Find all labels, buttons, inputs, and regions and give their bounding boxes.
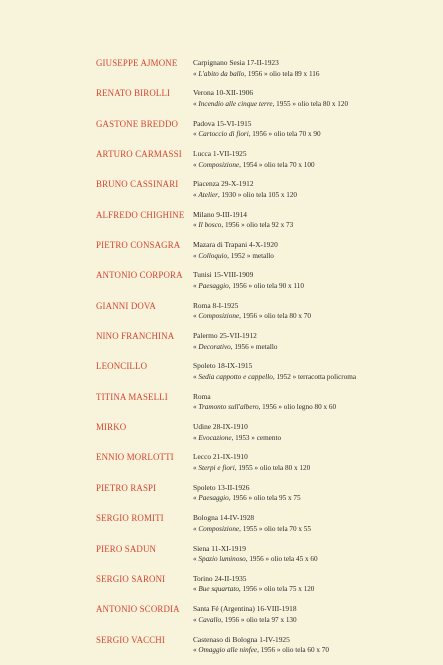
artwork-medium: terracotta policroma	[298, 373, 357, 382]
artwork-title: Sterpi e fiori	[198, 464, 235, 473]
artwork-title: L'abito da ballo	[198, 69, 245, 78]
artist-name: TITINA MASELLI	[96, 391, 168, 402]
artwork-title: Bue squartato	[198, 585, 239, 594]
artist-entry	[96, 361, 436, 391]
artwork-title: Composizione	[198, 524, 240, 533]
artwork-medium: olio tela 89 x 116	[269, 69, 320, 78]
artwork-year: 1955	[238, 464, 253, 473]
birth-place-date: Palermo 25-VII-1912	[193, 331, 257, 341]
artist-entry	[96, 240, 436, 270]
artwork-medium: olio tela 80 x 120	[259, 464, 311, 473]
artist-info	[193, 513, 433, 534]
artist-name: SERGIO SARONI	[96, 573, 166, 584]
artist-name: PIETRO RASPI	[96, 482, 157, 493]
artist-name: PIETRO CONSAGRA	[96, 240, 181, 251]
artwork-year: 1930	[221, 190, 236, 199]
artist-entry	[96, 301, 436, 331]
artist-info	[193, 179, 433, 200]
artist-info	[193, 331, 433, 352]
artwork-medium: cemento	[256, 433, 282, 442]
artwork-year: 1953	[235, 433, 250, 442]
artist-entry	[96, 270, 436, 300]
birth-place-date: Siena 11-XI-1919	[193, 543, 246, 553]
artwork-line: « Colloquio, 1952 » metallo	[193, 251, 274, 260]
birth-place-date: Santa Fé (Argentina) 16-VIII-1918	[193, 604, 297, 614]
artist-name: PIERO SADUN	[96, 543, 157, 554]
artwork-line: « Sedia cappotto e cappello, 1952 » terracotta policroma	[193, 373, 357, 382]
artwork-title: Incendio alle cinque terre	[198, 99, 273, 108]
artwork-line: « Bue squartato, 1956 » olio tela 75 x 120	[193, 585, 315, 594]
artist-entry	[96, 422, 436, 452]
artist-entry	[96, 331, 436, 361]
artwork-year: 1956	[260, 646, 276, 655]
artist-info	[193, 361, 433, 382]
artwork-medium: metallo	[255, 342, 278, 351]
artwork-title: Paesaggio	[198, 282, 229, 290]
birth-place-date: Lucca 1-VII-1925	[193, 149, 247, 159]
birth-place-date: Udine 28-IX-1910	[193, 422, 248, 432]
artist-entry	[96, 392, 436, 422]
artist-entry	[96, 88, 436, 118]
artwork-line: « Il bosco, 1956 » olio tela 92 x 73	[193, 221, 294, 230]
birth-place-date: Roma	[193, 391, 211, 401]
artwork-year: 1956	[247, 69, 263, 78]
artwork-year: 1956	[242, 312, 258, 321]
artwork-medium: olio tela 80 x 120	[297, 99, 349, 108]
birth-place-date: Bologna 14-IV-1928	[193, 513, 255, 523]
artist-info	[193, 88, 433, 109]
artwork-year: 1956	[242, 585, 257, 594]
artist-info	[193, 635, 433, 656]
artist-name: SERGIO VACCHI	[96, 634, 165, 645]
artist-info	[193, 392, 433, 413]
artist-name: MIRKO	[96, 422, 127, 433]
artwork-line: « Tramonto sull'albero, 1956 » olio legno 80 x 60	[193, 403, 337, 412]
artwork-line: « Atelier, 1930 » olio tela 105 x 120	[193, 190, 298, 199]
birth-place-date: Mazara di Trapani 4-X-1920	[193, 240, 278, 250]
artwork-medium: olio tela 70 x 100	[264, 160, 315, 169]
artist-info	[193, 240, 433, 261]
birth-place-date: Spoleto 18-IX-1915	[193, 361, 253, 371]
artist-name: GIANNI DOVA	[96, 300, 156, 311]
artwork-line: « Spazio luminoso, 1956 » olio tela 45 x 60	[193, 555, 318, 564]
artist-name: ENNIO MORLOTTI	[96, 452, 174, 463]
artwork-medium: olio tela 92 x 73	[246, 221, 294, 230]
artwork-title: Cartoccio di fiori	[198, 130, 249, 139]
birth-place-date: Milano 9-III-1914	[193, 209, 247, 219]
artwork-title: Tramonto sull'albero	[198, 403, 259, 412]
artwork-medium: olio tela 80 x 70	[264, 312, 311, 321]
artist-name: NINO FRANCHINA	[96, 331, 175, 342]
artist-name: ALFREDO CHIGHINE	[96, 209, 185, 220]
artwork-title: Decorativo	[198, 342, 231, 351]
birth-place-date: Torino 24-II-1935	[193, 573, 247, 583]
artist-info	[193, 574, 433, 595]
artist-entry	[96, 635, 436, 665]
artwork-title: Colloquio	[198, 251, 228, 260]
artist-info	[193, 270, 433, 291]
artwork-medium: olio tela 70 x 90	[273, 130, 321, 139]
artist-info	[193, 604, 433, 625]
birth-place-date: Piacenza 29-X-1912	[193, 179, 254, 189]
artist-name: ARTURO CARMASSI	[96, 149, 182, 160]
artwork-year: 1956	[232, 494, 247, 503]
artwork-line: « L'abito da ballo, 1956 » olio tela 89 x 116	[193, 69, 320, 78]
artist-entry	[96, 483, 436, 513]
artist-entry	[96, 513, 436, 543]
artist-name: GIUSEPPE AJMONE	[96, 58, 178, 68]
artwork-line: « Cavallo, 1956 » olio tela 97 x 130	[193, 615, 297, 624]
artwork-medium: olio tela 60 x 70	[282, 646, 329, 655]
artwork-title: Omaggio alle ninfee	[198, 646, 258, 655]
artist-info	[193, 422, 433, 443]
artwork-year: 1955	[276, 99, 291, 108]
artist-info	[193, 544, 433, 565]
artwork-medium: olio tela 45 x 60	[270, 555, 318, 564]
artist-name: BRUNO CASSINARI	[96, 179, 179, 190]
artist-name: ANTONIO SCORDIA	[96, 604, 180, 615]
artwork-title: Evocazione	[198, 433, 232, 442]
artwork-title: Il bosco	[198, 221, 222, 230]
artwork-line: « Paesaggio, 1956 » olio tela 90 x 110	[193, 282, 304, 290]
artwork-title: Composizione	[198, 160, 240, 169]
birth-place-date: Carpignano Sesia 17-II-1923	[193, 58, 279, 67]
artwork-medium: olio legno 80 x 60	[283, 403, 337, 412]
artist-info	[193, 483, 433, 504]
artwork-line: « Evocazione, 1953 » cemento	[193, 433, 282, 442]
artwork-medium: olio tela 90 x 110	[253, 282, 304, 290]
artist-info	[193, 452, 433, 473]
artwork-title: Composizione	[198, 312, 240, 321]
artwork-line: « Composizione, 1955 » olio tela 70 x 55	[193, 524, 311, 533]
birth-place-date: Padova 15-VI-1915	[193, 118, 252, 128]
artwork-line: « Omaggio alle ninfee, 1956 » olio tela 60 x 70	[193, 646, 329, 655]
artist-entry	[96, 452, 436, 482]
artwork-year: 1956	[249, 555, 264, 564]
artwork-year: 1956	[232, 282, 247, 290]
artwork-title: Cavallo	[198, 615, 222, 624]
artwork-year: 1956	[224, 615, 240, 624]
artist-name: GASTONE BREDDO	[96, 118, 179, 129]
artwork-title: Atelier	[198, 190, 218, 199]
artist-info	[193, 58, 433, 79]
artist-info	[193, 149, 433, 170]
birth-place-date: Lecco 21-IX-1910	[193, 452, 248, 462]
artist-info	[193, 210, 433, 231]
artwork-line: « Sterpi e fiori, 1955 » olio tela 80 x 120	[193, 464, 311, 473]
artwork-title: Sedia cappotto e cappello	[198, 373, 273, 382]
artwork-title: Paesaggio	[198, 494, 229, 503]
artist-info	[193, 301, 433, 322]
artwork-year: 1954	[242, 160, 258, 169]
artist-entry	[96, 179, 436, 209]
artist-info	[193, 119, 433, 140]
artist-list	[96, 58, 436, 665]
artwork-year: 1956	[224, 221, 240, 230]
artwork-line: « Composizione, 1954 » olio tela 70 x 100	[193, 160, 315, 169]
artwork-year: 1952	[276, 373, 291, 382]
artwork-year: 1955	[242, 524, 258, 533]
artwork-line: « Paesaggio, 1956 » olio tela 95 x 75	[193, 494, 301, 503]
artist-name: RENATO BIROLLI	[96, 88, 171, 99]
artwork-medium: olio tela 105 x 120	[243, 190, 298, 199]
artwork-medium: olio tela 97 x 130	[246, 615, 297, 624]
artwork-title: Spazio luminoso	[198, 555, 246, 564]
birth-place-date: Verona 10-XII-1906	[193, 88, 254, 98]
artist-name: ANTONIO CORPORA	[96, 270, 183, 281]
artist-name: SERGIO ROMITI	[96, 513, 164, 524]
artwork-medium: olio tela 70 x 55	[264, 524, 311, 533]
birth-place-date: Spoleto 13-II-1926	[193, 482, 250, 492]
artist-entry	[96, 58, 436, 88]
artwork-line: « Decorativo, 1956 » metallo	[193, 342, 278, 351]
artwork-line: « Cartoccio di fiori, 1956 » olio tela 70 x 90	[193, 130, 321, 139]
artist-entry	[96, 119, 436, 149]
artist-entry	[96, 210, 436, 240]
artist-entry	[96, 544, 436, 574]
birth-place-date: Castenaso di Bologna 1-IV-1925	[193, 634, 290, 644]
birth-place-date: Tunisi 15-VIII-1909	[193, 270, 254, 280]
artist-name: LEONCILLO	[96, 361, 148, 372]
artwork-line: « Incendio alle cinque terre, 1955 » olio tela 80 x 120	[193, 99, 349, 108]
artwork-medium: olio tela 95 x 75	[253, 494, 301, 503]
artwork-line: « Composizione, 1956 » olio tela 80 x 70	[193, 312, 311, 321]
birth-place-date: Roma 8-I-1925	[193, 300, 239, 310]
artwork-medium: olio tela 75 x 120	[264, 585, 315, 594]
artist-entry	[96, 604, 436, 634]
artist-entry	[96, 149, 436, 179]
artwork-medium: metallo	[252, 251, 274, 260]
artwork-year: 1956	[234, 342, 249, 351]
artwork-year: 1952	[230, 251, 246, 260]
artwork-year: 1956	[252, 130, 267, 139]
artwork-year: 1956	[262, 403, 277, 412]
